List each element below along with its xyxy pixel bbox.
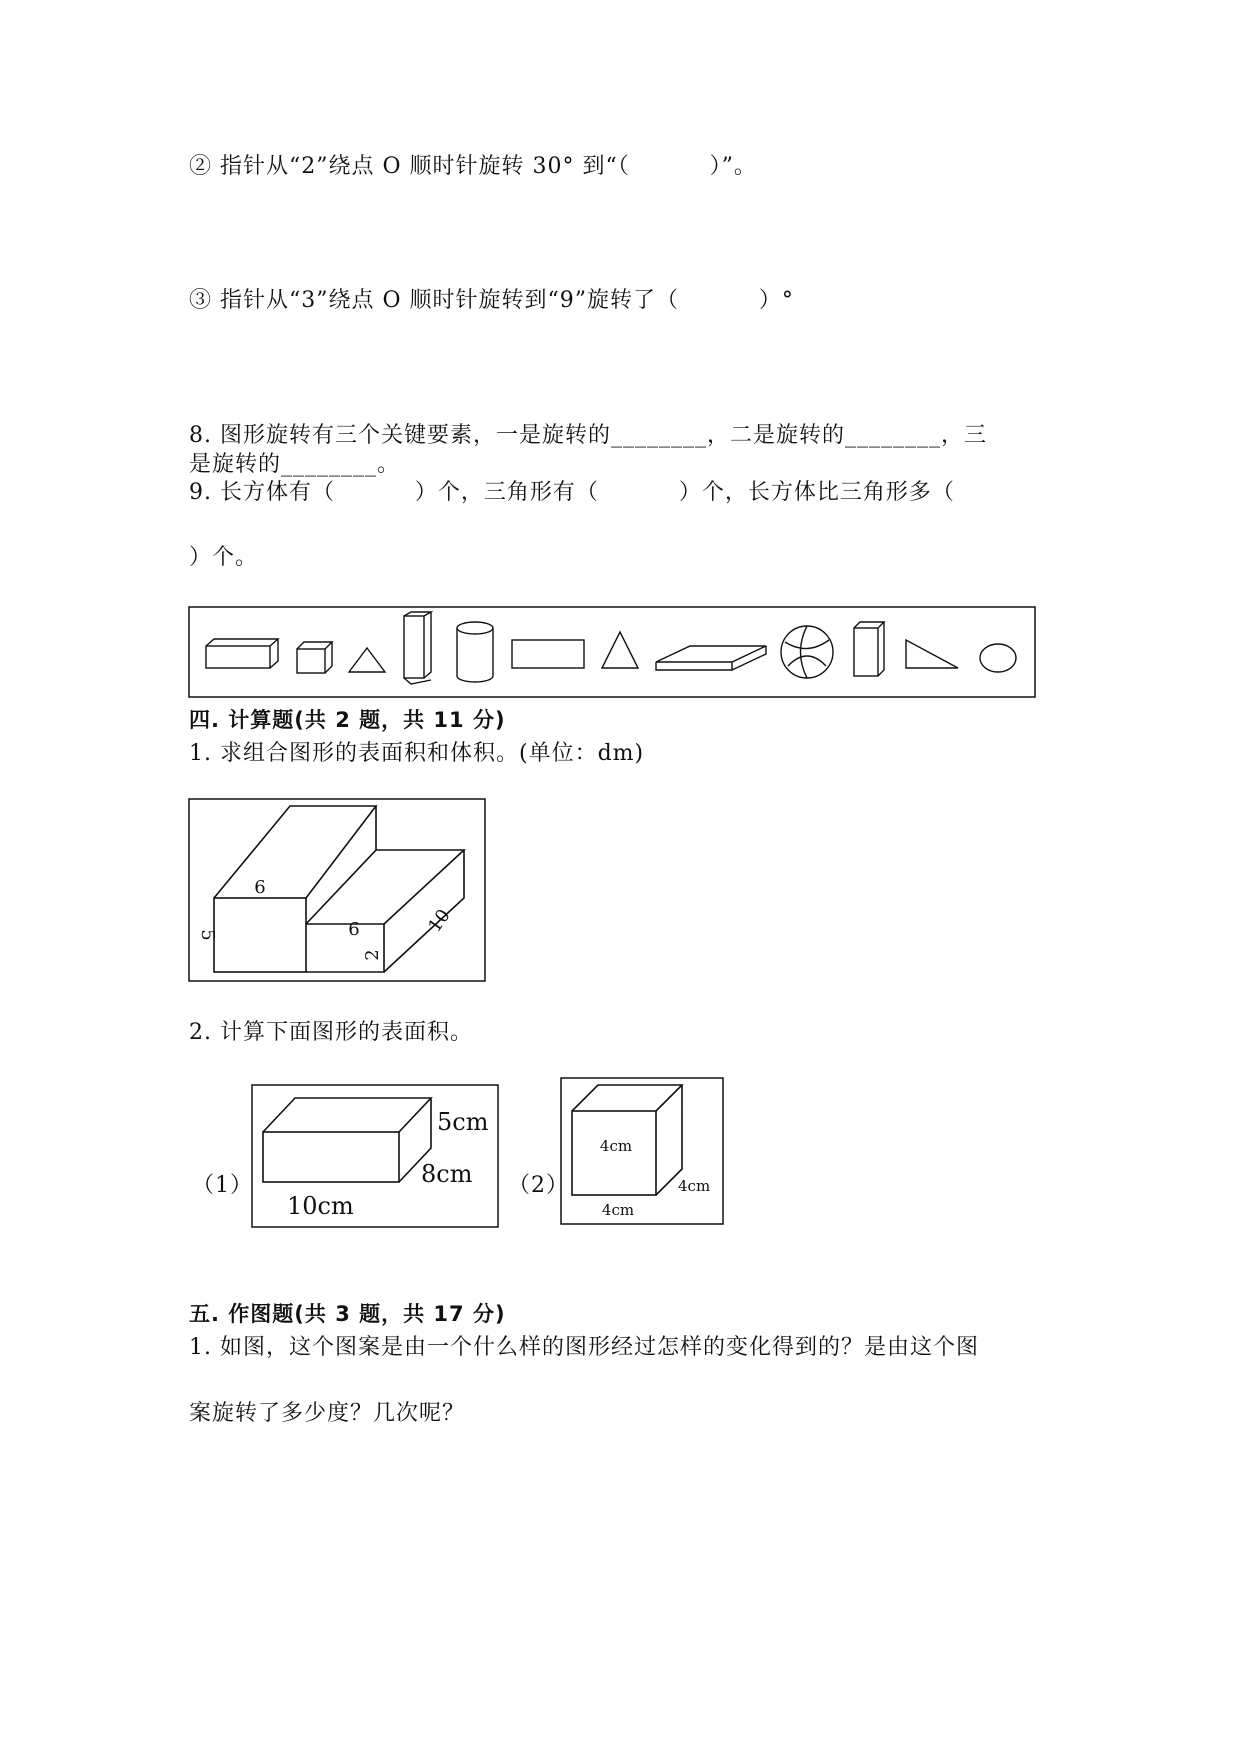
cube-figure bbox=[560, 1077, 724, 1225]
box1-height: 5cm bbox=[437, 1108, 489, 1136]
section4-q1: 1. 求组合图形的表面积和体积。(单位：dm) bbox=[189, 741, 645, 766]
q8-line1: 8. 图形旋转有三个关键要素，一是旋转的________，二是旋转的________，三 bbox=[189, 423, 987, 448]
ball-icon bbox=[781, 626, 833, 678]
triangle-icon bbox=[349, 648, 385, 672]
dim-label-c: 6 bbox=[348, 919, 360, 940]
triangle-icon bbox=[602, 632, 638, 668]
fig2-label1: （1） bbox=[192, 1173, 253, 1198]
box2-height: 4cm bbox=[599, 1137, 633, 1155]
q8-line2: 是旋转的________。 bbox=[189, 452, 401, 477]
section5-heading: 五. 作图题(共 3 题，共 17 分) bbox=[189, 1302, 506, 1326]
box1-length: 10cm bbox=[287, 1192, 354, 1220]
fig2-label2: （2） bbox=[508, 1173, 569, 1198]
right-triangle-icon bbox=[906, 640, 958, 668]
tall-cuboid-icon bbox=[404, 612, 431, 684]
box2-length: 4cm bbox=[601, 1201, 635, 1219]
section4-heading: 四. 计算题(共 2 题，共 11 分) bbox=[189, 708, 506, 732]
composite-solid-figure bbox=[188, 798, 486, 982]
q7-part3: ③ 指针从“3”绕点 O 顺时针旋转到“9”旋转了（ ）° bbox=[189, 288, 794, 313]
dim-label-b: 5 bbox=[197, 929, 218, 941]
dim-label-d: 2 bbox=[362, 949, 383, 961]
section5-q1-line2: 案旋转了多少度？几次呢？ bbox=[189, 1401, 466, 1426]
cuboid-figure bbox=[251, 1084, 499, 1228]
section5-q1-line1: 1. 如图，这个图案是由一个什么样的图形经过怎样的变化得到的？是由这个图 bbox=[189, 1335, 979, 1360]
cylinder-icon bbox=[457, 622, 493, 682]
box2-width: 4cm bbox=[678, 1177, 711, 1195]
box1-width: 8cm bbox=[421, 1160, 473, 1188]
section4-q2: 2. 计算下面图形的表面积。 bbox=[189, 1020, 473, 1045]
q9-line2: ）个。 bbox=[189, 545, 259, 570]
rectangle-icon bbox=[512, 640, 584, 668]
flat-cuboid-icon bbox=[656, 646, 766, 670]
cuboid-icon bbox=[854, 622, 884, 676]
dim-label-a: 6 bbox=[254, 877, 266, 898]
q9-line1: 9. 长方体有（ ）个，三角形有（ ）个，长方体比三角形多（ bbox=[189, 480, 955, 505]
shapes-figure bbox=[188, 606, 1036, 698]
q7-part2: ② 指针从“2”绕点 O 顺时针旋转 30° 到“（ ）”。 bbox=[189, 154, 757, 179]
dim-label-e: 10 bbox=[424, 905, 455, 937]
cube-icon bbox=[297, 642, 332, 673]
circle-icon bbox=[980, 644, 1016, 672]
cuboid-icon bbox=[206, 639, 278, 668]
